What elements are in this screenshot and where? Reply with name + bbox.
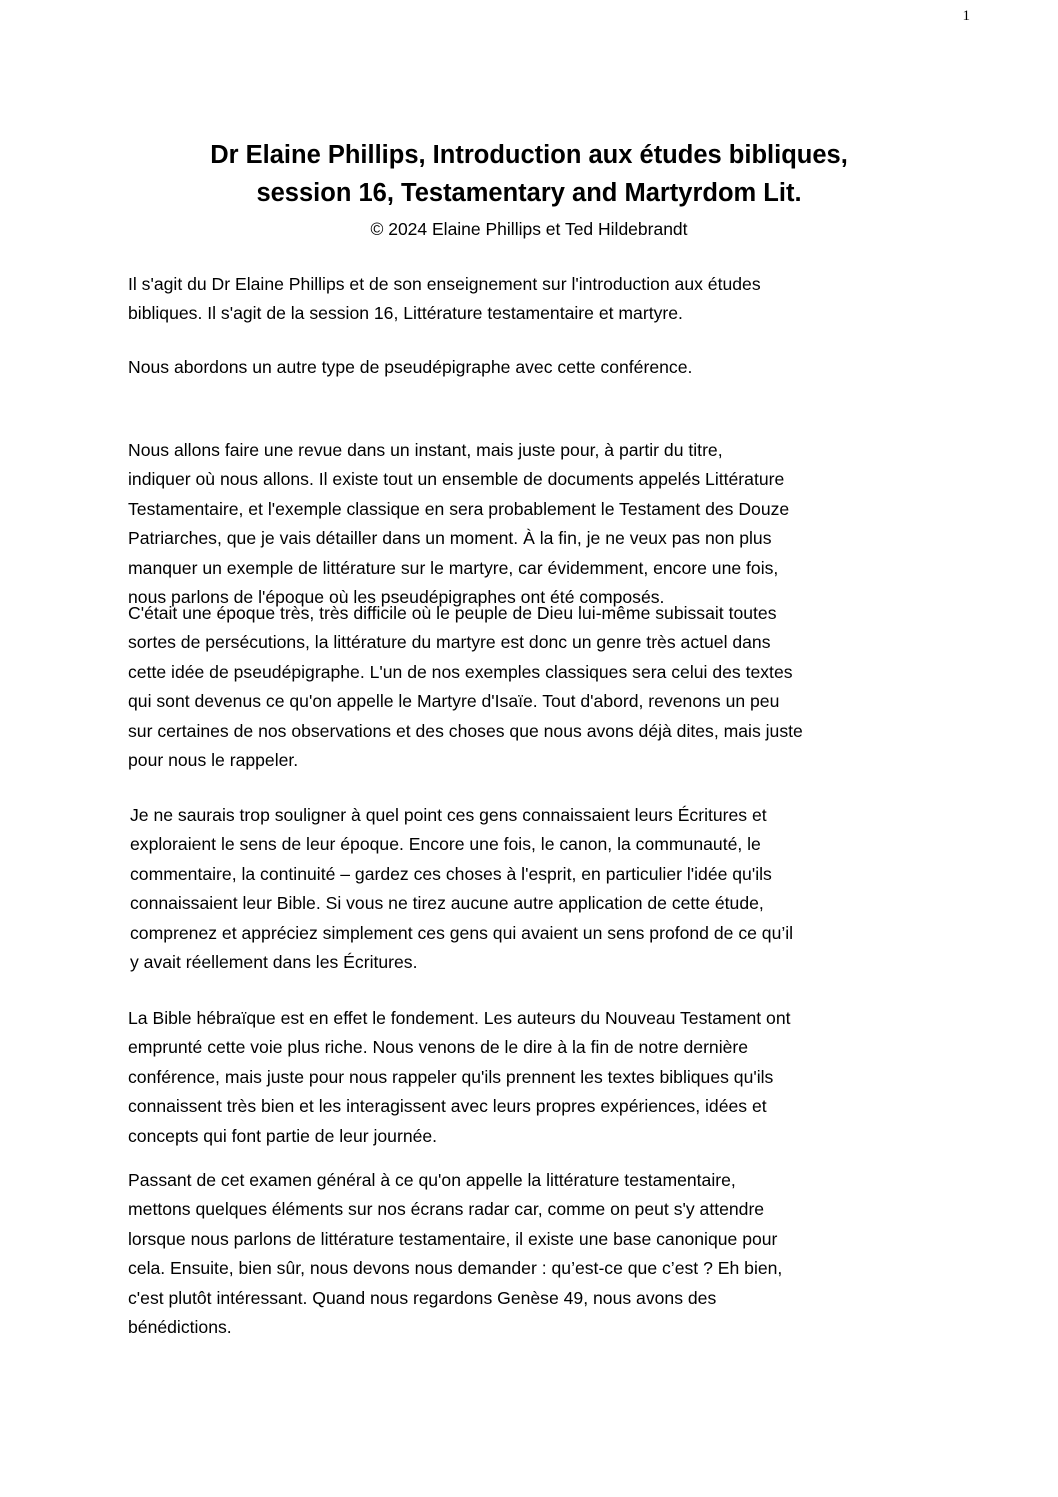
paragraph-line: sortes de persécutions, la littérature du martyre est donc un genre très actuel dans (128, 632, 771, 653)
paragraph-line: Nous abordons un autre type de pseudépigraphe avec cette conférence. (128, 357, 693, 377)
paragraph (130, 801, 793, 977)
paragraph-line: pour nous le rappeler. (128, 750, 299, 771)
paragraph-line: C'était une époque très, très difficile où le peuple de Dieu lui-même subissait toutes (128, 603, 777, 623)
document-title (0, 136, 1058, 212)
paragraph-line: Passant de cet examen général à ce qu'on appelle la littérature testamentaire, (128, 1170, 736, 1190)
paragraph (128, 1004, 791, 1151)
paragraph-line: bénédictions. (128, 1317, 232, 1338)
paragraph-line: nous parlons de l'époque où les pseudépigraphes ont été composés. (128, 587, 665, 608)
paragraph-line: Testamentaire, et l'exemple classique en sera probablement le Testament des Douze (128, 498, 790, 519)
paragraph-line: Je ne saurais trop souligner à quel point ces gens connaissaient leurs Écritures et (130, 805, 767, 825)
paragraph-line: Patriarches, que je vais détailler dans un moment. À la fin, je ne veux pas non plus (128, 528, 772, 549)
paragraph-line: connaissent très bien et les interagissent avec leurs propres expériences, idées et (128, 1096, 767, 1117)
title-line: session 16, Testamentary and Martyrdom Lit. (256, 179, 802, 207)
paragraph-line: mettons quelques éléments sur nos écrans radar car, comme on peut s'y attendre (128, 1199, 765, 1220)
paragraph-line: concepts qui font partie de leur journée. (128, 1125, 438, 1146)
paragraph-line: y avait réellement dans les Écritures. (130, 952, 418, 973)
title-line: Dr Elaine Phillips, Introduction aux études bibliques, (210, 141, 848, 169)
paragraph (128, 270, 761, 329)
paragraph (128, 1166, 782, 1342)
page-number: 1 (962, 8, 970, 24)
paragraph-line: conférence, mais juste pour nous rappeler qu'ils prennent les textes bibliques qu'ils (128, 1066, 774, 1087)
paragraph-line: lorsque nous parlons de littérature testamentaire, il existe une base canonique pour (128, 1228, 778, 1249)
paragraph-line: sur certaines de nos observations et des choses que nous avons déjà dites, mais juste (128, 720, 803, 741)
paragraph (128, 599, 803, 775)
copyright-line: © 2024 Elaine Phillips et Ted Hildebrandt (370, 219, 688, 239)
paragraph-line: cette idée de pseudépigraphe. L'un de nos exemples classiques sera celui des textes (128, 661, 793, 682)
paragraph (128, 353, 692, 382)
paragraph-line: emprunté cette voie plus riche. Nous venons de le dire à la fin de notre dernière (128, 1037, 749, 1058)
paragraph-line: qui sont devenus ce qu'on appelle le Martyre d'Isaïe. Tout d'abord, revenons un peu (128, 691, 780, 712)
paragraph-line: La Bible hébraïque est en effet le fondement. Les auteurs du Nouveau Testament ont (128, 1008, 791, 1028)
paragraph-line: c'est plutôt intéressant. Quand nous regardons Genèse 49, nous avons des (128, 1287, 717, 1308)
paragraph-line: bibliques. Il s'agit de la session 16, Littérature testamentaire et martyre. (128, 303, 683, 324)
paragraph-line: Nous allons faire une revue dans un instant, mais juste pour, à partir du titre, (128, 440, 723, 460)
paragraph-line: manquer un exemple de littérature sur le martyre, car évidemment, encore une fois, (128, 557, 779, 578)
paragraph (128, 436, 789, 612)
paragraph-line: exploraient le sens de leur époque. Encore une fois, le canon, la communauté, le (130, 834, 761, 855)
paragraph-line: Il s'agit du Dr Elaine Phillips et de son enseignement sur l'introduction aux études (128, 274, 761, 294)
paragraph-line: commentaire, la continuité – gardez ces choses à l'esprit, en particulier l'idée qu'ils (130, 863, 772, 884)
paragraph-line: indiquer où nous allons. Il existe tout un ensemble de documents appelés Littérature (128, 469, 785, 490)
paragraph-line: cela. Ensuite, bien sûr, nous devons nous demander : qu’est-ce que c’est ? Eh bien, (128, 1258, 783, 1279)
paragraph-line: comprenez et appréciez simplement ces gens qui avaient un sens profond de ce qu’il (130, 922, 794, 943)
paragraph-line: connaissaient leur Bible. Si vous ne tirez aucune autre application de cette étude, (130, 893, 764, 914)
